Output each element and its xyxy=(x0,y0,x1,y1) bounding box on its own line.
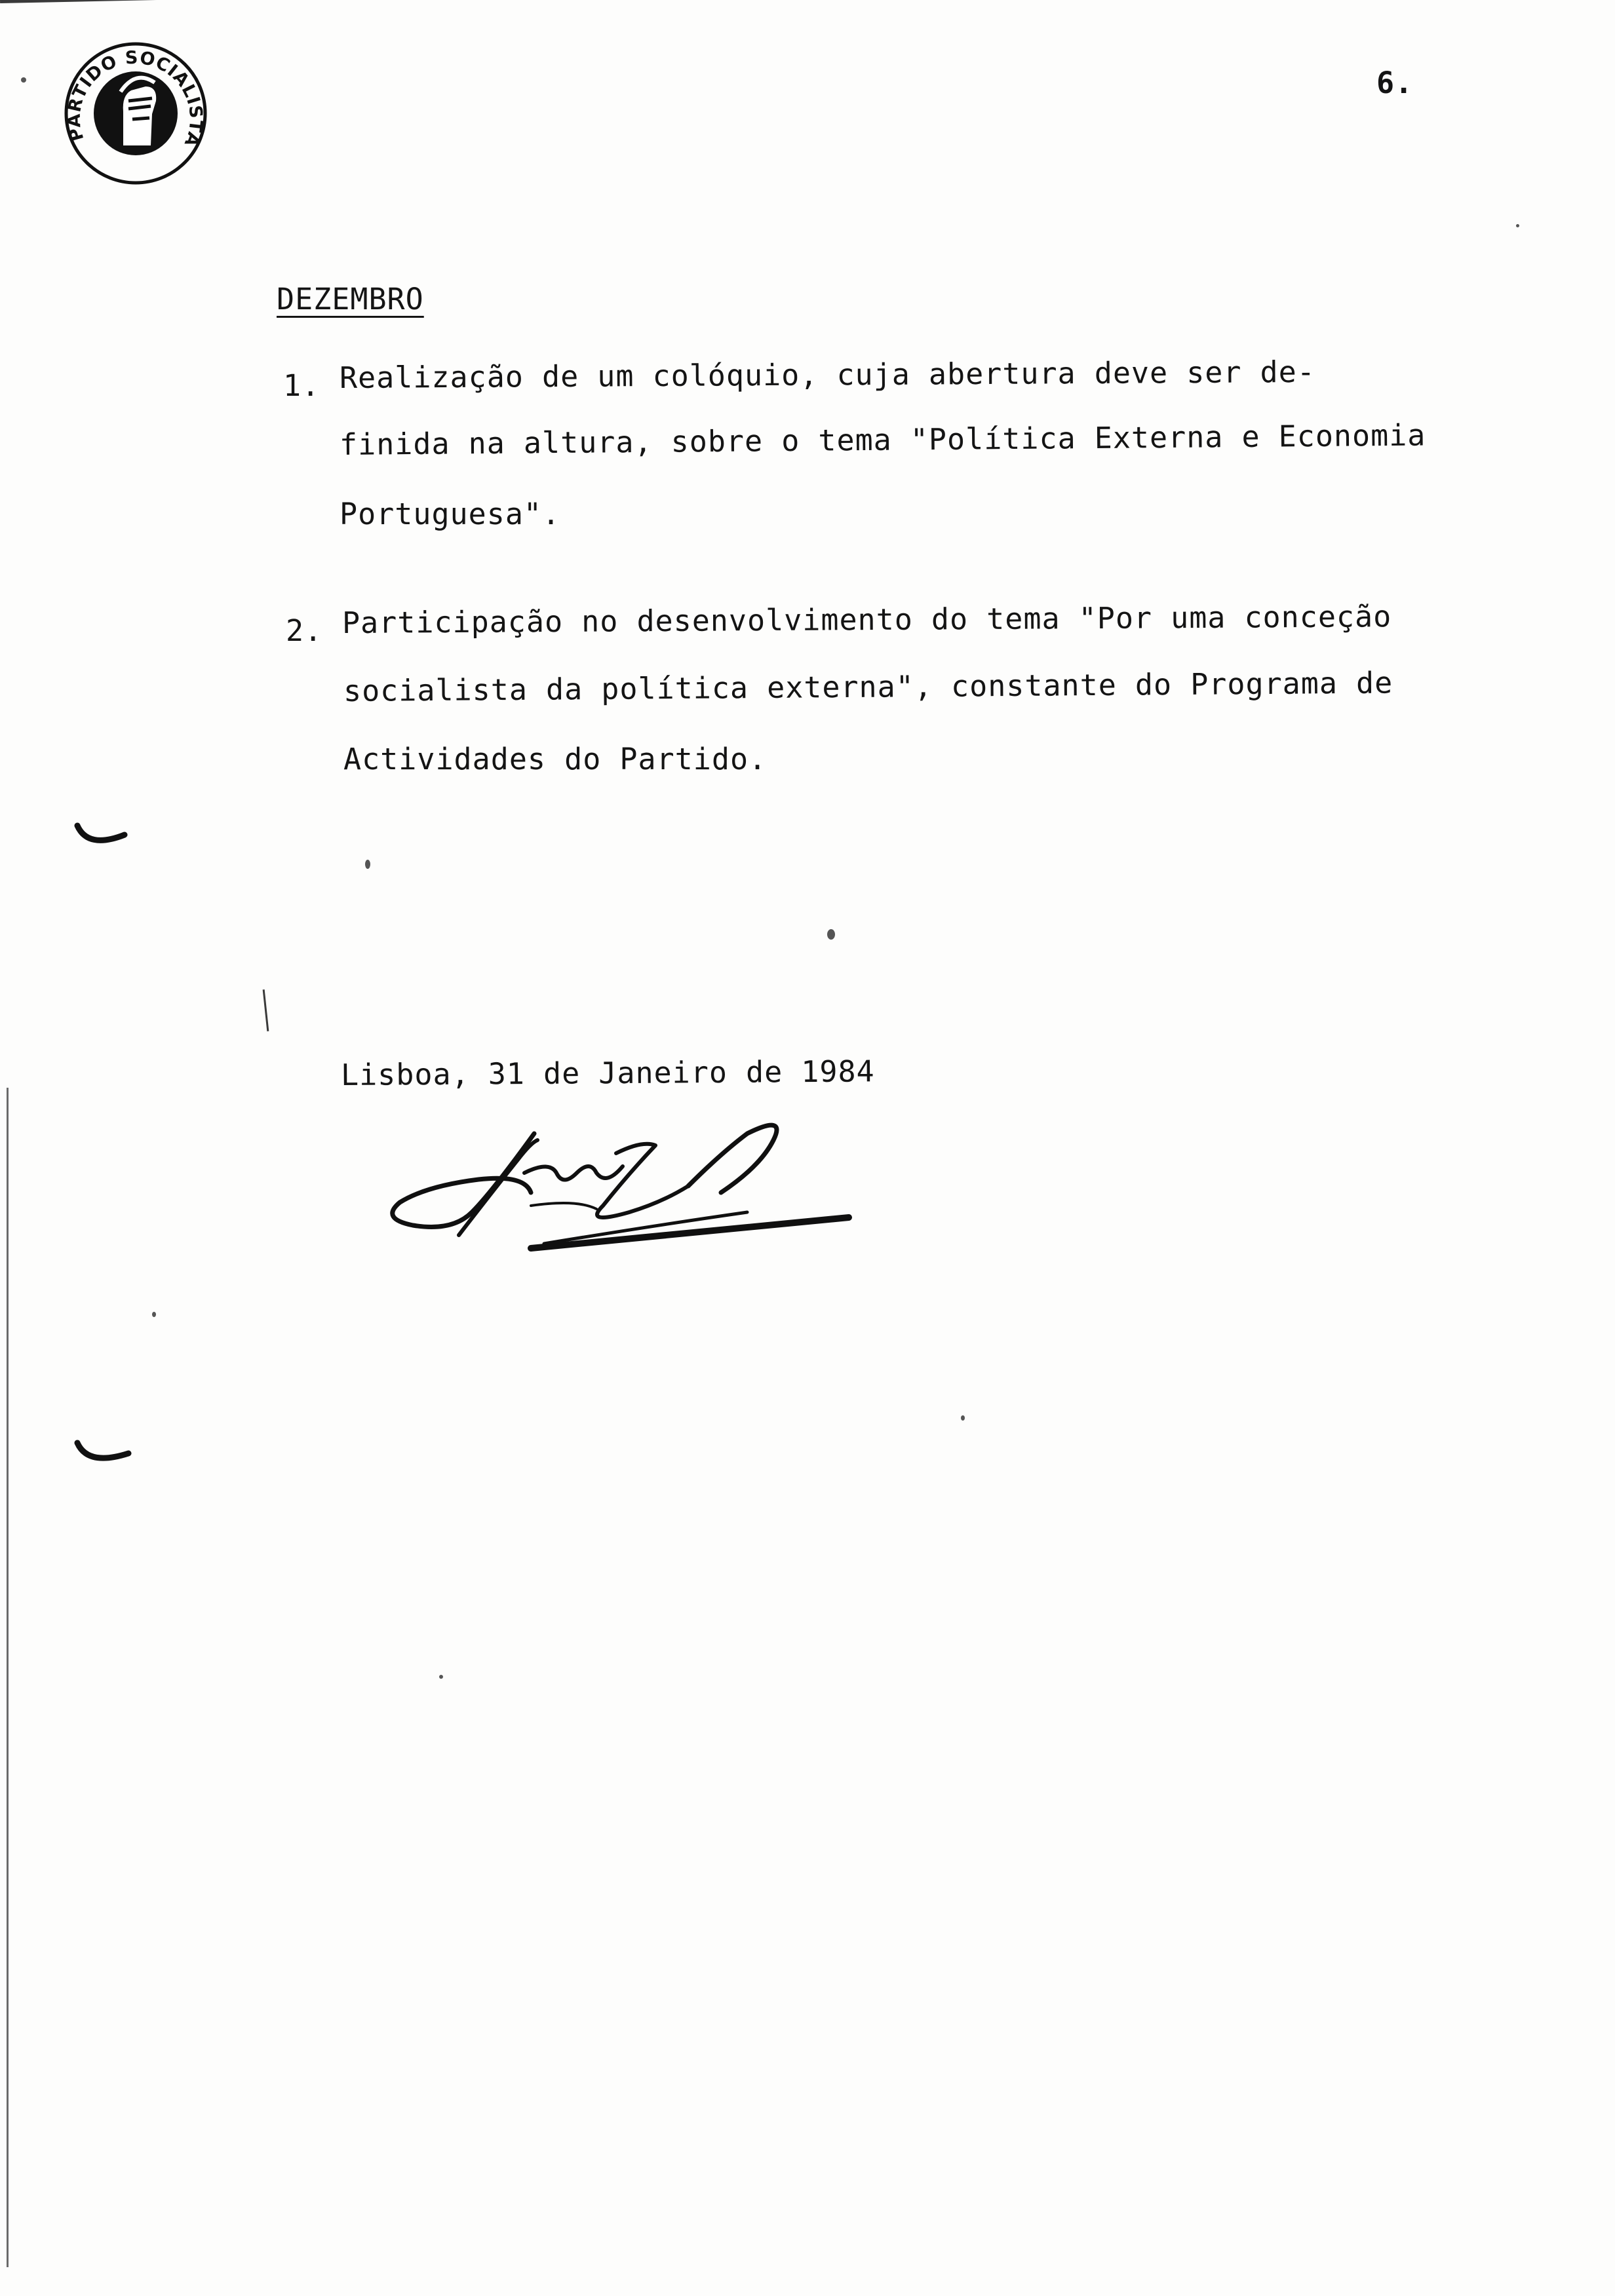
list-number: 1. xyxy=(283,368,321,403)
scan-left-edge xyxy=(7,1088,9,2267)
page-number: 6. xyxy=(1376,66,1414,100)
party-logo-icon xyxy=(63,41,208,186)
list-item-line: Participação no desenvolvimento do tema "Por uma conceção xyxy=(341,599,1392,640)
speck xyxy=(439,1675,443,1679)
speck xyxy=(365,860,370,869)
list-item-line: Actividades do Partido. xyxy=(343,742,768,776)
scan-mark xyxy=(263,989,269,1031)
list-item-line: Portuguesa". xyxy=(340,497,561,531)
svg-text:PARTIDO SOCIALISTA: PARTIDO SOCIALISTA xyxy=(64,47,206,150)
margin-mark-icon xyxy=(73,1439,132,1468)
speck xyxy=(21,77,26,83)
list-item-line: finida na altura, sobre o tema "Política Externa e Economia xyxy=(339,417,1426,462)
signature-icon xyxy=(380,1114,865,1265)
speck xyxy=(1516,224,1519,227)
place-date: Lisboa, 31 de Janeiro de 1984 xyxy=(340,1054,875,1092)
list-item-line: socialista da política externa", constante do Programa de xyxy=(343,665,1393,708)
speck xyxy=(961,1415,965,1421)
section-heading: DEZEMBRO xyxy=(277,282,424,316)
scan-top-edge xyxy=(0,0,288,3)
speck xyxy=(827,929,835,940)
speck xyxy=(152,1312,156,1317)
list-number: 2. xyxy=(286,613,323,648)
list-item-line: Realização de um colóquio, cuja abertura deve ser de- xyxy=(339,354,1316,395)
margin-mark-icon xyxy=(73,820,128,849)
